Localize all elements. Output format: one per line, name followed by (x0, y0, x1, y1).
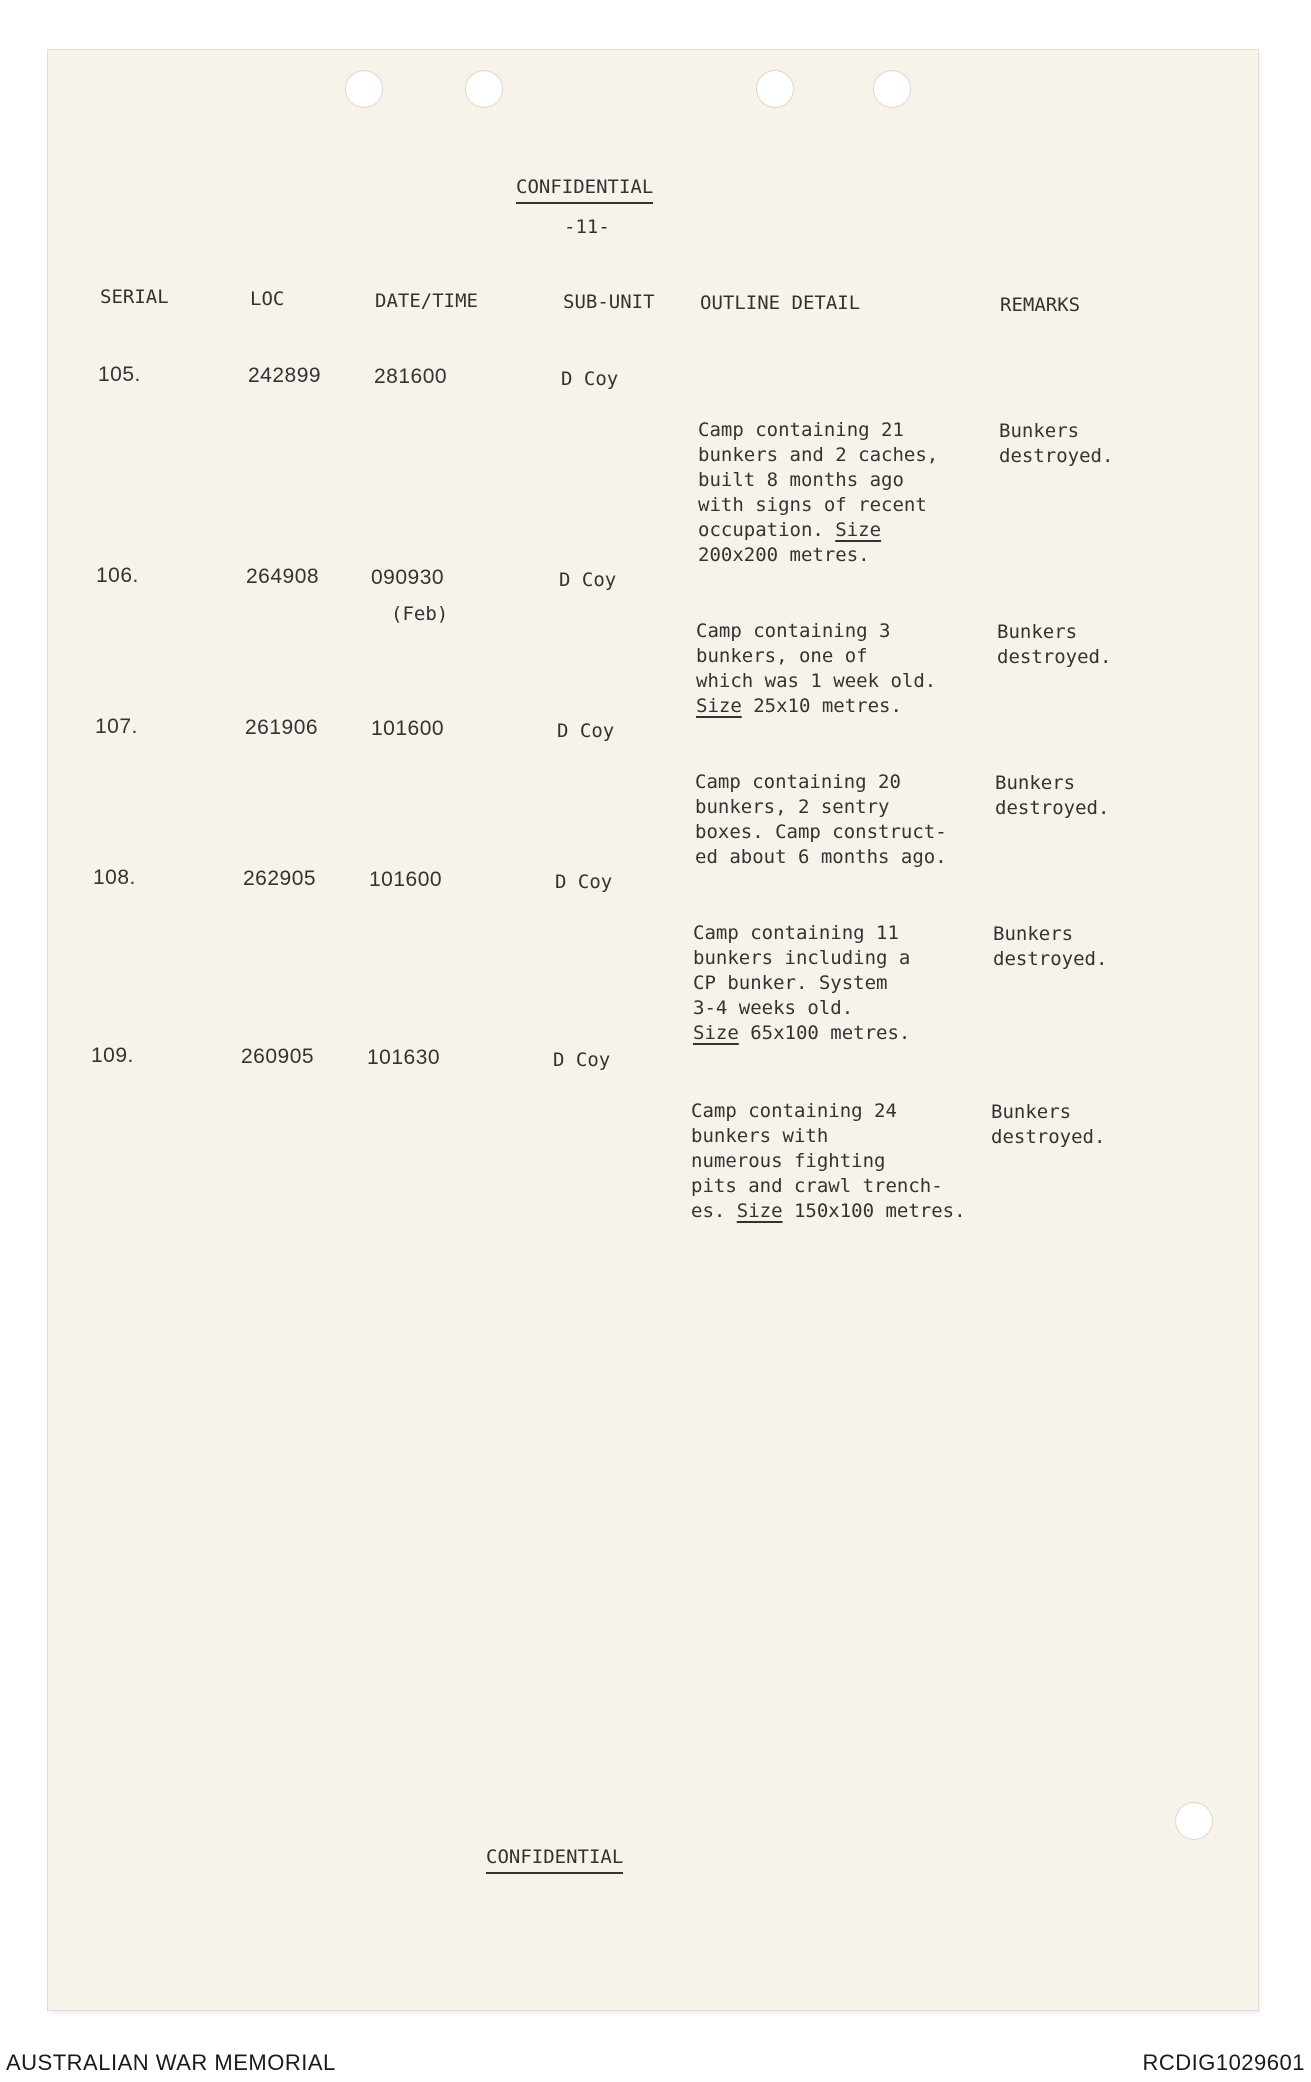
loc-cell: 262905 (243, 867, 317, 890)
datetime-cell: 101600 (369, 868, 443, 891)
remarks-cell: Bunkers destroyed. (991, 1101, 1106, 1148)
datetime-cell: 101600 (371, 717, 445, 740)
datetime-cell: 090930 (371, 566, 445, 589)
loc-cell: 242899 (248, 364, 322, 387)
column-header-outline-detail: OUTLINE DETAIL (700, 292, 861, 314)
outline-detail-cell: Camp containing 20 bunkers, 2 sentry boxes. Camp construct- ed about 6 months ago. (695, 771, 947, 868)
subunit-cell: D Coy (555, 871, 613, 893)
datetime-note: (Feb) (391, 603, 449, 625)
remarks-cell: Bunkers destroyed. (997, 621, 1112, 668)
punch-hole (756, 70, 794, 108)
outline-detail-cell: Camp containing 3 bunkers, one of which was 1 week old. Size 25x10 metres. (696, 620, 937, 717)
subunit-cell: D Coy (557, 720, 615, 742)
column-header-subunit: SUB-UNIT (563, 291, 655, 313)
archive-reference: RCDIG1029601 (1142, 2050, 1305, 2075)
column-header-serial: SERIAL (100, 286, 169, 308)
column-header-loc: LOC (250, 288, 285, 310)
serial-cell: 105. (98, 363, 141, 386)
column-header-datetime: DATE/TIME (375, 290, 478, 312)
loc-cell: 264908 (246, 565, 320, 588)
document-page (48, 50, 1258, 2010)
outline-detail-cell: Camp containing 24 bunkers with numerous fighting pits and crawl trench- es. Size 150x100 metres. (691, 1100, 966, 1222)
serial-cell: 109. (91, 1044, 134, 1067)
serial-cell: 106. (96, 564, 139, 587)
punch-hole (465, 70, 503, 108)
punch-hole (1175, 1802, 1213, 1840)
remarks-cell: Bunkers destroyed. (995, 772, 1110, 819)
archive-credit: AUSTRALIAN WAR MEMORIAL (6, 2050, 336, 2075)
serial-cell: 108. (93, 866, 136, 889)
remarks-cell: Bunkers destroyed. (993, 923, 1108, 970)
page-number: -11- (564, 216, 610, 238)
loc-cell: 261906 (245, 716, 319, 739)
loc-cell: 260905 (241, 1045, 315, 1068)
classification-top: CONFIDENTIAL (516, 175, 653, 204)
remarks-cell: Bunkers destroyed. (999, 420, 1114, 467)
classification-bottom: CONFIDENTIAL (486, 1845, 623, 1874)
datetime-cell: 101630 (367, 1046, 441, 1069)
datetime-cell: 281600 (374, 365, 448, 388)
serial-cell: 107. (95, 715, 138, 738)
column-header-remarks: REMARKS (1000, 294, 1081, 316)
subunit-cell: D Coy (553, 1049, 611, 1071)
outline-detail-cell: Camp containing 11 bunkers including a CP bunker. System 3-4 weeks old. Size 65x100 metres. (693, 922, 911, 1044)
subunit-cell: D Coy (561, 368, 619, 390)
subunit-cell: D Coy (559, 569, 617, 591)
punch-hole (345, 70, 383, 108)
punch-hole (873, 70, 911, 108)
outline-detail-cell: Camp containing 21 bunkers and 2 caches, built 8 months ago with signs of recent occupation. Size 200x200 metres. (698, 419, 939, 566)
